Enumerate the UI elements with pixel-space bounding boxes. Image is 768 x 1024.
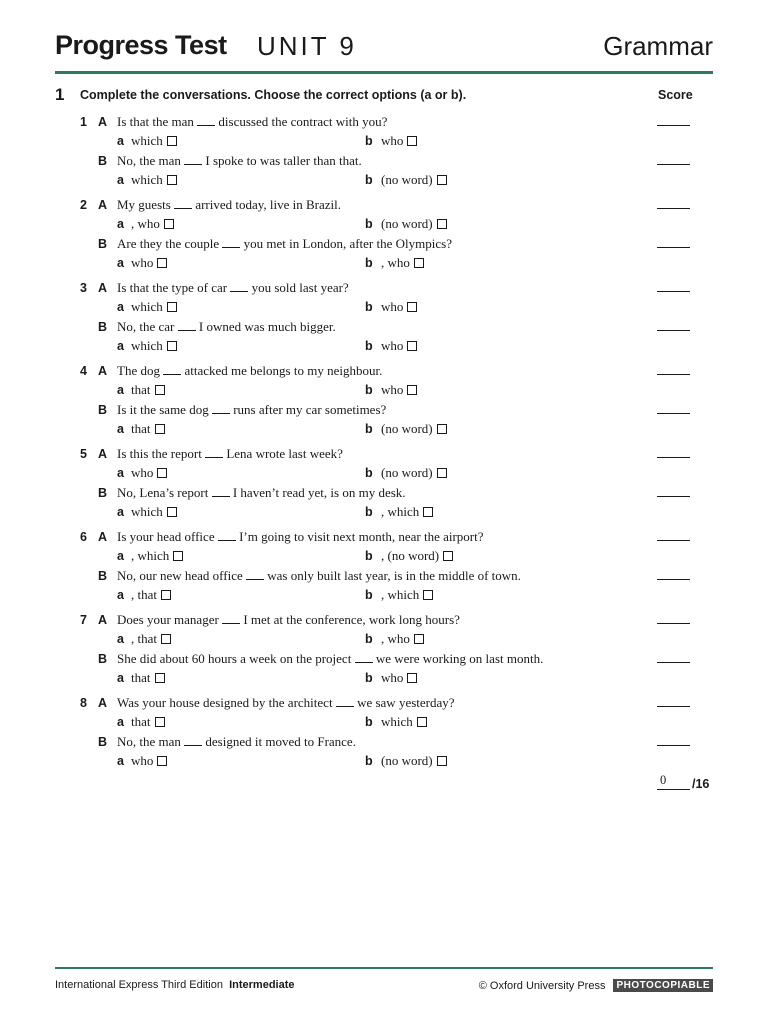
speaker-label: B (98, 485, 108, 500)
score-blank[interactable] (657, 706, 690, 707)
option-b-text: who (381, 299, 404, 314)
option-b-letter: b (365, 715, 373, 729)
option-b-checkbox[interactable] (437, 756, 447, 766)
option-b (381, 753, 447, 769)
question-number: 8 (80, 696, 87, 710)
header-rule (55, 71, 713, 74)
speaker-label: A (98, 281, 108, 295)
option-a-text: , which (131, 548, 170, 563)
footer-edition (55, 979, 295, 991)
option-a-text: , that (131, 631, 157, 646)
option-b-checkbox[interactable] (414, 634, 424, 644)
option-a-text: which (131, 503, 163, 519)
level-text: Intermediate (229, 979, 295, 991)
option-a-checkbox[interactable] (173, 551, 183, 561)
sentence-start: No, the man (117, 733, 181, 749)
score-label: Score (658, 88, 693, 102)
option-a-text: that (131, 382, 151, 397)
option-b-checkbox[interactable] (423, 507, 433, 517)
option-a-checkbox[interactable] (155, 385, 165, 395)
option-a-text: that (131, 420, 151, 436)
option-a (131, 338, 177, 354)
sentence-end: I spoke to was taller than that. (205, 152, 362, 168)
gap-blank (230, 280, 248, 292)
option-b-text: , who (381, 254, 410, 270)
sentence-end: I met at the conference, work long hours? (243, 612, 460, 627)
option-a (131, 421, 165, 437)
option-b-checkbox[interactable] (407, 341, 417, 351)
sentence-start: She did about 60 hours a week on the project (117, 650, 352, 666)
option-a-letter: a (117, 549, 124, 563)
option-b (381, 299, 417, 315)
option-a-letter: a (117, 753, 124, 768)
sentence-end: was only built last year, is in the middle of town. (267, 567, 521, 583)
option-a-checkbox[interactable] (167, 302, 177, 312)
sentence (117, 153, 362, 169)
sentence-end: arrived today, live in Brazil. (195, 197, 342, 212)
sentence-end: you met in London, after the Olympics? (243, 235, 452, 251)
option-a-letter: a (117, 632, 124, 646)
option-b-text: , which (381, 503, 420, 519)
option-a (131, 465, 167, 481)
option-a-text: which (131, 299, 163, 314)
option-a-letter: a (117, 300, 124, 314)
speaker-label: A (98, 115, 108, 129)
option-a-checkbox[interactable] (164, 219, 174, 229)
option-a-letter: a (117, 383, 124, 397)
option-b (381, 255, 424, 271)
score-blank[interactable] (657, 164, 690, 165)
sentence-start: Is that the man (117, 114, 194, 129)
option-a-letter: a (117, 466, 124, 480)
option-a (131, 670, 165, 686)
option-a-checkbox[interactable] (167, 136, 177, 146)
option-b-text: , who (381, 631, 410, 646)
speaker-label: B (98, 236, 108, 251)
sentence-start: No, our new head office (117, 567, 243, 583)
question-number: 4 (80, 364, 87, 378)
option-a-letter: a (117, 172, 124, 187)
option-b-text: , which (381, 586, 420, 602)
score-blank[interactable] (657, 745, 690, 746)
option-a-checkbox[interactable] (157, 468, 167, 478)
option-a-text: which (131, 171, 163, 187)
score-blank[interactable] (657, 208, 690, 209)
option-a-text: which (131, 133, 163, 148)
sentence-end: discussed the contract with you? (218, 114, 388, 129)
option-a-letter: a (117, 670, 124, 685)
option-a-text: who (131, 254, 154, 270)
score-blank[interactable] (657, 540, 690, 541)
option-b-checkbox[interactable] (437, 424, 447, 434)
option-b-checkbox[interactable] (437, 175, 447, 185)
option-b-letter: b (365, 217, 373, 231)
sentence-start: The dog (117, 363, 160, 378)
option-a-checkbox[interactable] (157, 756, 167, 766)
option-b-letter: b (365, 255, 373, 270)
option-a-letter: a (117, 421, 124, 436)
option-b-checkbox[interactable] (414, 258, 424, 268)
speaker-label: A (98, 696, 108, 710)
option-a-checkbox[interactable] (155, 673, 165, 683)
option-b-text: , (no word) (381, 548, 440, 563)
option-b-text: (no word) (381, 420, 433, 436)
sentence-end: I haven’t read yet, is on my desk. (232, 484, 406, 500)
speaker-label: B (98, 734, 108, 749)
sentence (117, 280, 349, 296)
sentence (117, 485, 406, 501)
sentence-end: designed it moved to France. (205, 733, 356, 749)
speaker-label: B (98, 402, 108, 417)
option-a-text: , that (131, 586, 157, 602)
footer-publisher (479, 979, 713, 992)
score-blank[interactable] (657, 457, 690, 458)
option-a (131, 753, 167, 769)
option-b-letter: b (365, 549, 373, 563)
option-a-checkbox[interactable] (157, 258, 167, 268)
score-blank[interactable] (657, 291, 690, 292)
sentence-start: No, Lena’s report (117, 484, 209, 500)
speaker-label: A (98, 364, 108, 378)
option-b-letter: b (365, 753, 373, 768)
gap-blank (222, 236, 240, 248)
sentence (117, 236, 452, 252)
option-b-text: who (381, 669, 404, 685)
gap-blank (336, 695, 354, 707)
option-a-checkbox[interactable] (167, 507, 177, 517)
gap-blank (205, 446, 223, 458)
sentence-start: Is that the type of car (117, 280, 228, 295)
option-a-checkbox[interactable] (167, 341, 177, 351)
exercise-instruction: Complete the conversations. Choose the correct options (a or b). (80, 88, 467, 102)
option-a-checkbox[interactable] (155, 717, 165, 727)
option-a (131, 587, 171, 603)
sentence-start: Is it the same dog (117, 401, 209, 417)
sentence-start: My guests (117, 197, 171, 212)
option-b-text: (no word) (381, 465, 433, 480)
question-number: 3 (80, 281, 87, 295)
option-b-checkbox[interactable] (407, 136, 417, 146)
speaker-label: A (98, 447, 108, 461)
exercise-number: 1 (55, 85, 65, 104)
option-b-checkbox[interactable] (423, 590, 433, 600)
sentence (117, 319, 336, 335)
option-b (381, 338, 417, 354)
score-blank[interactable] (657, 579, 690, 580)
option-b (381, 631, 424, 647)
option-a-text: who (131, 465, 154, 480)
option-a (131, 216, 174, 232)
option-b (381, 714, 427, 730)
sentence-end: we were working on last month. (375, 650, 544, 666)
option-b-checkbox[interactable] (437, 219, 447, 229)
option-a-letter: a (117, 504, 124, 519)
option-b-letter: b (365, 300, 373, 314)
sentence-start: Was your house designed by the architect (117, 695, 333, 710)
option-b-text: who (381, 382, 404, 397)
option-b-letter: b (365, 587, 373, 602)
sentence-end: runs after my car sometimes? (233, 401, 387, 417)
speaker-label: A (98, 613, 108, 627)
sentence-start: Is this the report (117, 446, 202, 461)
gap-blank (212, 485, 230, 497)
score-blank[interactable] (657, 413, 690, 414)
option-b (381, 382, 417, 398)
total-score-value[interactable]: 0 (660, 773, 667, 787)
option-b (381, 548, 453, 564)
option-b-letter: b (365, 383, 373, 397)
option-a-letter: a (117, 715, 124, 729)
question-number: 6 (80, 530, 87, 544)
page-header (55, 30, 713, 70)
option-a (131, 133, 177, 149)
option-a-letter: a (117, 134, 124, 148)
option-b (381, 133, 417, 149)
speaker-label: A (98, 198, 108, 212)
question-number: 5 (80, 447, 87, 461)
option-a-letter: a (117, 255, 124, 270)
sentence (117, 402, 386, 418)
option-a-text: who (131, 752, 154, 768)
publisher-text: © Oxford University Press (478, 979, 606, 992)
option-b-checkbox[interactable] (443, 551, 453, 561)
sentence-end: I’m going to visit next month, near the airport? (239, 529, 484, 544)
score-blank[interactable] (657, 330, 690, 331)
option-b (381, 421, 447, 437)
option-b (381, 465, 447, 481)
sentence-end: I owned was much bigger. (198, 318, 336, 334)
gap-blank (184, 734, 202, 746)
option-a (131, 631, 171, 647)
option-b (381, 216, 447, 232)
option-a (131, 255, 167, 271)
option-b-letter: b (365, 172, 373, 187)
option-b-text: who (381, 337, 404, 353)
sentence (117, 363, 382, 379)
sentence-start: Is your head office (117, 529, 215, 544)
sentence (117, 734, 356, 750)
page-title: Progress Test (55, 30, 227, 60)
score-blank[interactable] (657, 662, 690, 663)
sentence (117, 568, 521, 584)
speaker-label: A (98, 530, 108, 544)
option-a-checkbox[interactable] (161, 634, 171, 644)
gap-blank (212, 402, 230, 414)
option-b-letter: b (365, 632, 373, 646)
sentence-start: No, the car (117, 318, 175, 334)
question-number: 1 (80, 115, 87, 129)
option-a-letter: a (117, 338, 124, 353)
option-b-text: who (381, 133, 404, 148)
option-b-checkbox[interactable] (407, 302, 417, 312)
option-b (381, 670, 417, 686)
question-number: 7 (80, 613, 87, 627)
option-b-letter: b (365, 421, 373, 436)
option-b-checkbox[interactable] (417, 717, 427, 727)
sentence (117, 114, 387, 130)
question-number: 2 (80, 198, 87, 212)
score-blank[interactable] (657, 496, 690, 497)
option-a-letter: a (117, 217, 124, 231)
gap-blank (178, 319, 196, 331)
sentence (117, 695, 455, 711)
photocopiable-stamp: PHOTOCOPIABLE (613, 979, 713, 992)
option-a-letter: a (117, 587, 124, 602)
option-b-checkbox[interactable] (407, 385, 417, 395)
option-b-text: (no word) (381, 216, 433, 231)
total-score-line (657, 789, 690, 790)
score-blank[interactable] (657, 247, 690, 248)
score-blank[interactable] (657, 374, 690, 375)
option-b (381, 504, 433, 520)
sentence (117, 197, 341, 213)
speaker-label: B (98, 651, 108, 666)
option-a (131, 299, 177, 315)
sentence-end: you sold last year? (251, 280, 349, 295)
option-b-letter: b (365, 134, 373, 148)
option-a-text: that (131, 669, 151, 685)
speaker-label: B (98, 568, 108, 583)
footer-rule (55, 967, 713, 969)
gap-blank (246, 568, 264, 580)
option-b-letter: b (365, 466, 373, 480)
edition-text: International Express Third Edition (55, 979, 223, 991)
score-blank[interactable] (657, 125, 690, 126)
sentence-end: Lena wrote last week? (226, 446, 343, 461)
option-b-checkbox[interactable] (437, 468, 447, 478)
sentence (117, 651, 543, 667)
option-a-text: , who (131, 216, 160, 231)
sentence (117, 612, 460, 628)
gap-blank (174, 197, 192, 209)
option-b-letter: b (365, 504, 373, 519)
option-b (381, 587, 433, 603)
option-a (131, 172, 177, 188)
option-a (131, 504, 177, 520)
option-a (131, 548, 183, 564)
sentence (117, 529, 484, 545)
option-b-text: (no word) (381, 752, 433, 768)
total-score-max: /16 (692, 777, 710, 791)
gap-blank (218, 529, 236, 541)
unit-label: UNIT 9 (257, 31, 357, 61)
section-label: Grammar (603, 31, 713, 61)
gap-blank (184, 153, 202, 165)
option-a-checkbox[interactable] (167, 175, 177, 185)
score-blank[interactable] (657, 623, 690, 624)
gap-blank (163, 363, 181, 375)
option-b-text: which (381, 714, 413, 729)
gap-blank (355, 651, 373, 663)
option-b-text: (no word) (381, 171, 433, 187)
gap-blank (197, 114, 215, 126)
gap-blank (222, 612, 240, 624)
sentence-start: No, the man (117, 152, 181, 168)
option-a (131, 382, 165, 398)
option-b (381, 172, 447, 188)
sentence-end: attacked me belongs to my neighbour. (184, 363, 383, 378)
option-b-checkbox[interactable] (407, 673, 417, 683)
speaker-label: B (98, 153, 108, 168)
sentence-start: Does your manager (117, 612, 219, 627)
option-b-letter: b (365, 670, 373, 685)
option-a-checkbox[interactable] (155, 424, 165, 434)
option-a-checkbox[interactable] (161, 590, 171, 600)
option-a-text: which (131, 337, 163, 353)
speaker-label: B (98, 319, 108, 334)
option-b-letter: b (365, 338, 373, 353)
option-a (131, 714, 165, 730)
sentence-start: Are they the couple (117, 235, 220, 251)
option-a-text: that (131, 714, 151, 729)
sentence-end: we saw yesterday? (357, 695, 455, 710)
sentence (117, 446, 343, 462)
